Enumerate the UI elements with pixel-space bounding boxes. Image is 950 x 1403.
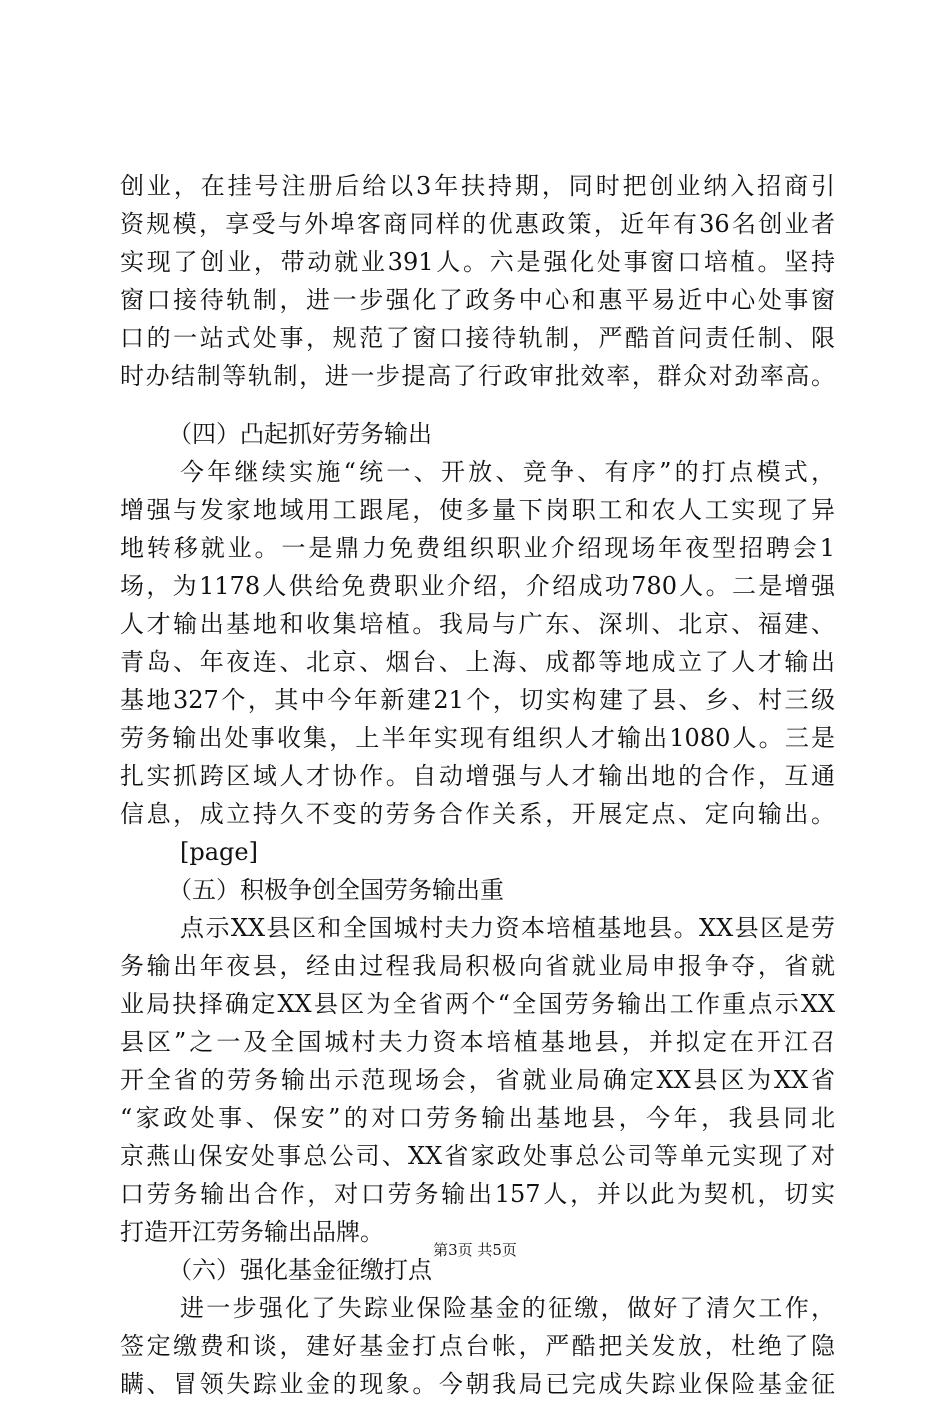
text-line: 实现了创业，带动就业391人。六是强化处事窗口培植。坚持 — [120, 248, 835, 276]
text-line: 场，为1178人供给免费职业介绍，介绍成功780人。二是增强 — [120, 572, 835, 600]
text-line: 资规模，享受与外埠客商同样的优惠政策，近年有36名创业者 — [120, 210, 835, 238]
text-line: 时办结制等轨制，进一步提高了行政审批效率，群众对劲率高。 — [120, 362, 835, 390]
text-line: “家政处事、保安”的对口劳务输出基地县，今年，我县同北 — [120, 1104, 835, 1132]
text-line: 信息，成立持久不变的劳务合作关系，开展定点、定向输出。 — [120, 800, 835, 828]
text-line: 瞒、冒领失踪业金的现象。今朝我局已完成失踪业保险基金征 — [120, 1370, 835, 1398]
text-line: 口劳务输出合作，对口劳务输出157人，并以此为契机，切实 — [120, 1180, 835, 1208]
text-line: 打造开江劳务输出品牌。 — [120, 1218, 384, 1246]
text-line: [page] — [180, 838, 258, 866]
page-footer: 第3页 共5页 — [433, 1241, 517, 1259]
text-line: （六）强化基金征缴打点 — [168, 1256, 432, 1284]
text-line: 青岛、年夜连、北京、烟台、上海、成都等地成立了人才输出 — [120, 648, 835, 676]
text-line: 今年继续实施“统一、开放、竞争、有序”的打点模式， — [180, 458, 835, 486]
text-line: 县区”之一及全国城村夫力资本培植基地县，并拟定在开江召 — [120, 1028, 835, 1056]
text-line: （五）积极争创全国劳务输出重 — [168, 876, 504, 904]
text-line: 京燕山保安处事总公司、XX省家政处事总公司等单元实现了对 — [120, 1142, 835, 1170]
text-line: 增强与发家地域用工跟尾，使多量下岗职工和农人工实现了异 — [120, 496, 835, 524]
text-line: 人才输出基地和收集培植。我局与广东、深圳、北京、福建、 — [120, 610, 835, 638]
text-line: 口的一站式处事，规范了窗口接待轨制，严酷首问责任制、限 — [120, 324, 835, 352]
text-line: 基地327个，其中今年新建21个，切实构建了县、乡、村三级 — [120, 686, 835, 714]
text-line: 开全省的劳务输出示范现场会，省就业局确定XX县区为XX省 — [120, 1066, 835, 1094]
text-line: 业局抉择确定XX县区为全省两个“全国劳务输出工作重点示XX — [120, 990, 835, 1018]
text-line: 务输出年夜县，经由过程我局积极向省就业局申报争夺，省就 — [120, 952, 835, 980]
text-line: 进一步强化了失踪业保险基金的征缴，做好了清欠工作， — [180, 1294, 835, 1322]
text-line: 窗口接待轨制，进一步强化了政务中心和惠平易近中心处事窗 — [120, 286, 835, 314]
text-line: 劳务输出处事收集，上半年实现有组织人才输出1080人。三是 — [120, 724, 835, 752]
text-line: （四）凸起抓好劳务输出 — [168, 420, 432, 448]
text-line: 点示XX县区和全国城村夫力资本培植基地县。XX县区是劳 — [180, 914, 835, 942]
text-line: 签定缴费和谈，建好基金打点台帐，严酷把关发放，杜绝了隐 — [120, 1332, 835, 1360]
document-body — [120, 0, 835, 1398]
text-line: 创业，在挂号注册后给以3年扶持期，同时把创业纳入招商引 — [120, 172, 835, 200]
text-line: 扎实抓跨区域人才协作。自动增强与人才输出地的合作，互通 — [120, 762, 835, 790]
text-line: 地转移就业。一是鼎力免费组织职业介绍现场年夜型招聘会1 — [120, 534, 835, 562]
